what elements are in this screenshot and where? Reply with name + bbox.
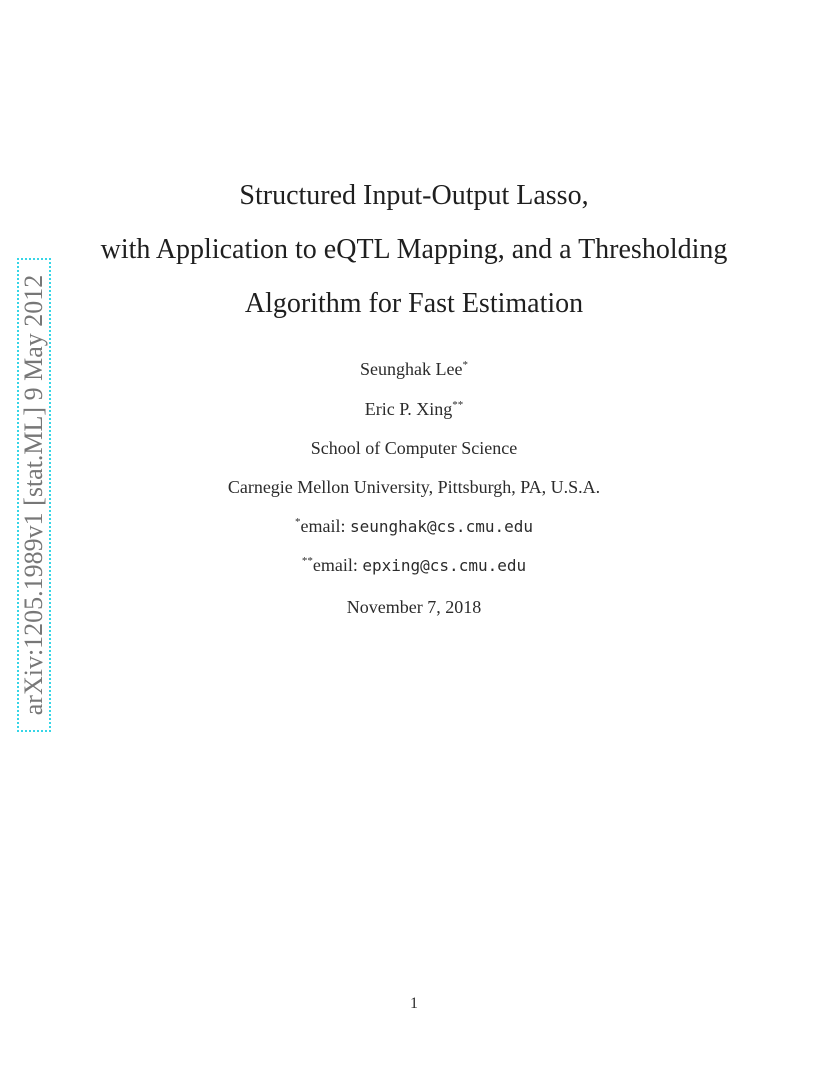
author-name: Seunghak Lee (360, 359, 463, 379)
paper-title-line-1: Structured Input-Output Lasso, (239, 180, 589, 211)
paper-title-line-2: with Application to eQTL Mapping, and a Thresholding (100, 234, 728, 265)
page-number: 1 (410, 995, 418, 1012)
author-seunghak-lee (0, 358, 828, 380)
email-label: email: (312, 555, 363, 575)
paper-title-line-3: Algorithm for Fast Estimation (244, 288, 584, 319)
author-footnote-marker: ** (452, 399, 464, 411)
author-eric-p-xing (0, 398, 828, 420)
paper-date: November 7, 2018 (346, 597, 482, 617)
email-address[interactable]: seunghak@cs.cmu.edu (349, 517, 533, 536)
email-footnote-marker: ** (301, 555, 313, 567)
author-name: Eric P. Xing (364, 399, 453, 419)
arxiv-identifier: arXiv:1205.1989v1 [stat.ML] 9 May 2012 (19, 274, 48, 716)
email-address[interactable]: epxing@cs.cmu.edu (362, 556, 527, 575)
email-label: email: (300, 516, 350, 536)
affiliation-institution: Carnegie Mellon University, Pittsburgh, PA, U.S.A. (227, 477, 601, 497)
contact-email-2 (0, 554, 828, 577)
affiliation-department: School of Computer Science (310, 438, 518, 458)
email-footnote-marker: * (294, 516, 301, 528)
author-footnote-marker: * (462, 359, 468, 371)
contact-email-1 (0, 515, 828, 538)
